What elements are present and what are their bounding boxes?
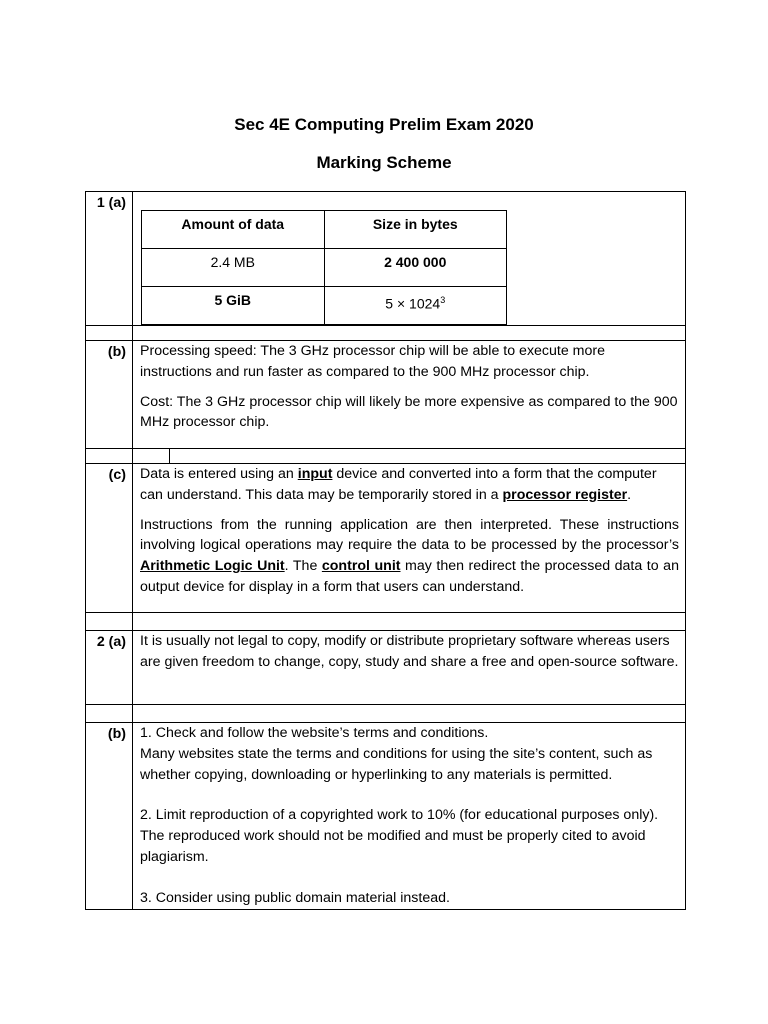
page-subtitle: Marking Scheme [316, 153, 452, 172]
answer-2b-point1-detail: Many websites state the terms and conditions for using the site’s content, such as whether copying, downloading or hyperlinking to any materials is permitted. [140, 745, 653, 783]
answer-1c-para1: Data is entered using an input device and converted into a form that the computer can understand. This data may be temporarily stored in a processor register. [140, 466, 657, 503]
question-label-2b: (b) [86, 723, 133, 910]
answer-2b [133, 723, 686, 910]
spacer-row [86, 705, 686, 723]
q1c-row [86, 464, 686, 613]
spacer-row [86, 613, 686, 631]
cell-size-base: 5 × 1024 [385, 295, 441, 312]
q2a-row [86, 631, 686, 705]
data-table-row [142, 249, 507, 287]
data-size-table [141, 210, 507, 325]
keyword-processor-register: processor register [502, 486, 628, 503]
keyword-alu: Arithmetic Logic Unit [140, 558, 285, 575]
data-table-row [142, 287, 507, 325]
q1b-row [86, 341, 686, 449]
question-label-1b: (b) [86, 341, 133, 449]
answer-1b-speed: Processing speed: The 3 GHz processor chip will be able to execute more instructions and run faster as compared to the 900 MHz processor chip. [140, 343, 606, 380]
cell-size: 2 400 000 [324, 249, 507, 287]
answer-1c-para2: Instructions from the running application are then interpreted. These instructions involving logical operations may require the data to be processed by the processor’s Arithmetic Logic Unit. The control unit may then redirect the processed data to an output device for display in a form that users can understand. [140, 516, 679, 595]
answer-1c [133, 464, 686, 613]
spacer-row [86, 326, 686, 341]
answer-2b-point1: 1. Check and follow the website’s terms and conditions. [140, 725, 489, 741]
data-table-header [142, 211, 507, 249]
answer-1b-cost: Cost: The 3 GHz processor chip will likely be more expensive as compared to the 900 MHz processor chip. [140, 393, 678, 431]
cell-amount: 5 GiB [142, 287, 325, 325]
answer-2b-point2: 2. Limit reproduction of a copyrighted work to 10% (for educational purposes only). The reproduced work should not be modified and must be properly cited to avoid plagiarism. [140, 807, 659, 865]
answer-2a: It is usually not legal to copy, modify or distribute proprietary software whereas users are given freedom to change, copy, study and share a free and open-source software. [133, 631, 686, 705]
header-size: Size in bytes [324, 211, 507, 249]
question-label-2a: 2 (a) [86, 631, 133, 705]
spacer-row [86, 449, 686, 464]
cell-amount: 2.4 MB [142, 249, 325, 287]
question-label-1a: 1 (a) [86, 192, 133, 326]
cell-size-exponent: 3 [440, 295, 446, 305]
q1a-row [86, 192, 686, 326]
keyword-input: input [297, 466, 333, 482]
question-label-1c: (c) [86, 464, 133, 613]
keyword-control-unit: control unit [321, 558, 401, 575]
cell-size [324, 287, 507, 325]
page-title: Sec 4E Computing Prelim Exam 2020 [234, 115, 534, 134]
answer-1a [133, 192, 686, 326]
answer-2b-point3: 3. Consider using public domain material instead. [140, 889, 450, 906]
answer-1b [133, 341, 686, 449]
split-divider [169, 449, 170, 463]
q2b-row [86, 723, 686, 910]
header-amount: Amount of data [142, 211, 325, 249]
marking-scheme-table [85, 191, 686, 910]
